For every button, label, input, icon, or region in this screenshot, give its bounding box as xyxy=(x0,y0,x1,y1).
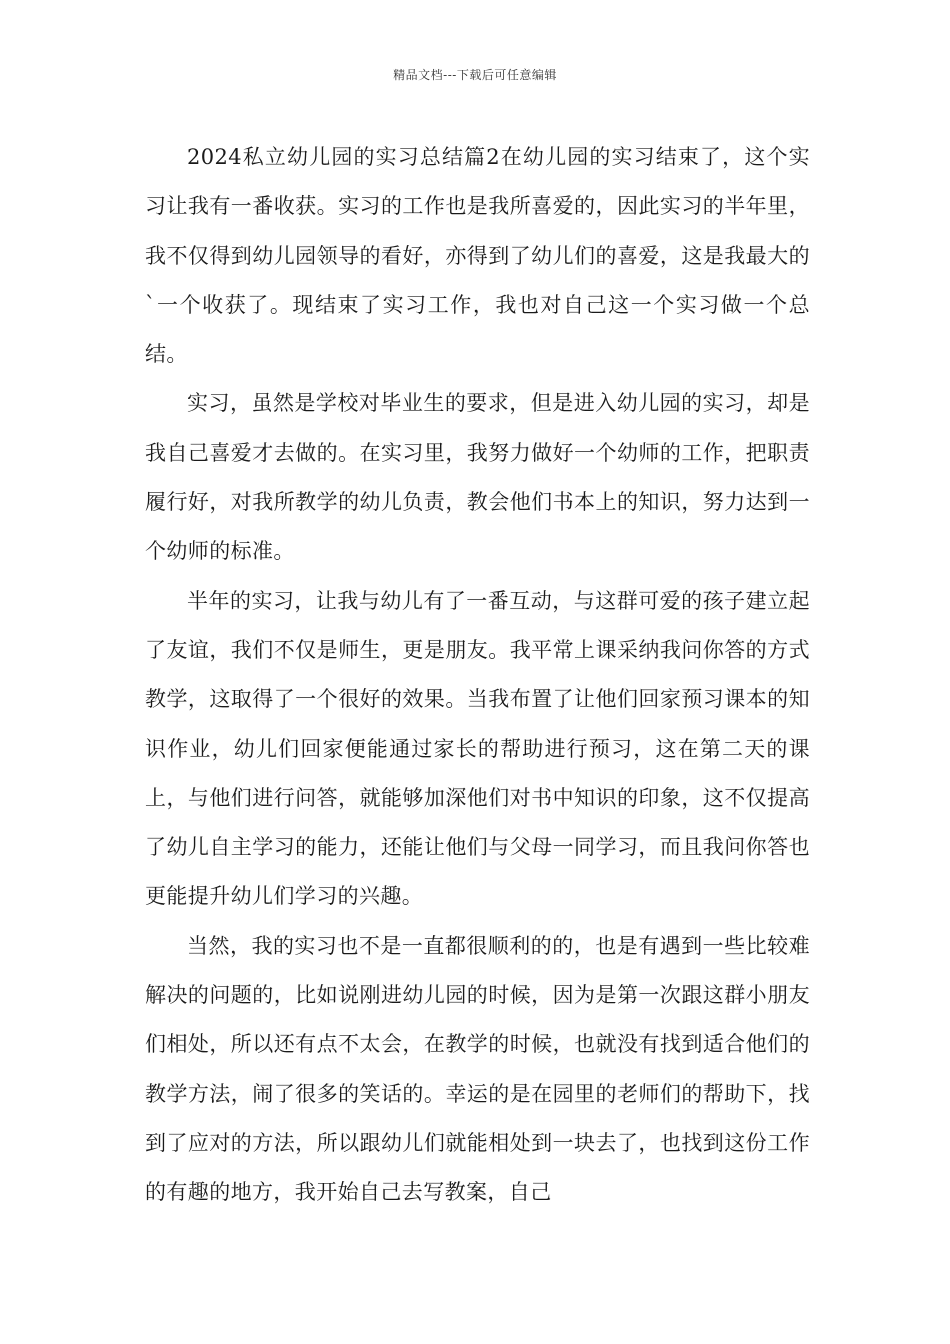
paragraph-4: 当然，我的实习也不是一直都很顺利的的，也是有遇到一些比较难解决的问题的，比如说刚进幼儿园的时候，因为是第一次跟这群小朋友们相处，所以还有点不太会，在教学的时候，也就没有找到适合他们的教学方法，闹了很多的笑话的。幸运的是在园里的老师们的帮助下，找到了应对的方法，所以跟幼儿们就能相处到一块去了，也找到这份工作的有趣的地方，我开始自己去写教案，自己 xyxy=(145,933,810,1205)
paragraph-1: 2024私立幼儿园的实习总结篇2在幼儿园的实习结束了，这个实习让我有一番收获。实习的工作也是我所喜爱的，因此实习的半年里，我不仅得到幼儿园领导的看好，亦得到了幼儿们的喜爱，这是我最大的`一个收获了。现结束了实习工作，我也对自己这一个实习做一个总结。 xyxy=(145,145,810,367)
paragraph-2: 实习，虽然是学校对毕业生的要求，但是进入幼儿园的实习，却是我自己喜爱才去做的。在实习里，我努力做好一个幼师的工作，把职责履行好，对我所教学的幼儿负责，教会他们书本上的知识，努力达到一个幼师的标准。 xyxy=(145,391,810,564)
page-header: 精品文档---下载后可任意编辑 xyxy=(393,68,557,82)
paragraph-3: 半年的实习，让我与幼儿有了一番互动，与这群可爱的孩子建立起了友谊，我们不仅是师生，更是朋友。我平常上课采纳我问你答的方式教学，这取得了一个很好的效果。当我布置了让他们回家预习课本的知识作业，幼儿们回家便能通过家长的帮助进行预习，这在第二天的课上，与他们进行问答，就能够加深他们对书中知识的印象，这不仅提高了幼儿自主学习的能力，还能让他们与父母一同学习，而且我问你答也更能提升幼儿们学习的兴趣。 xyxy=(145,588,810,909)
document-body xyxy=(145,133,810,1218)
